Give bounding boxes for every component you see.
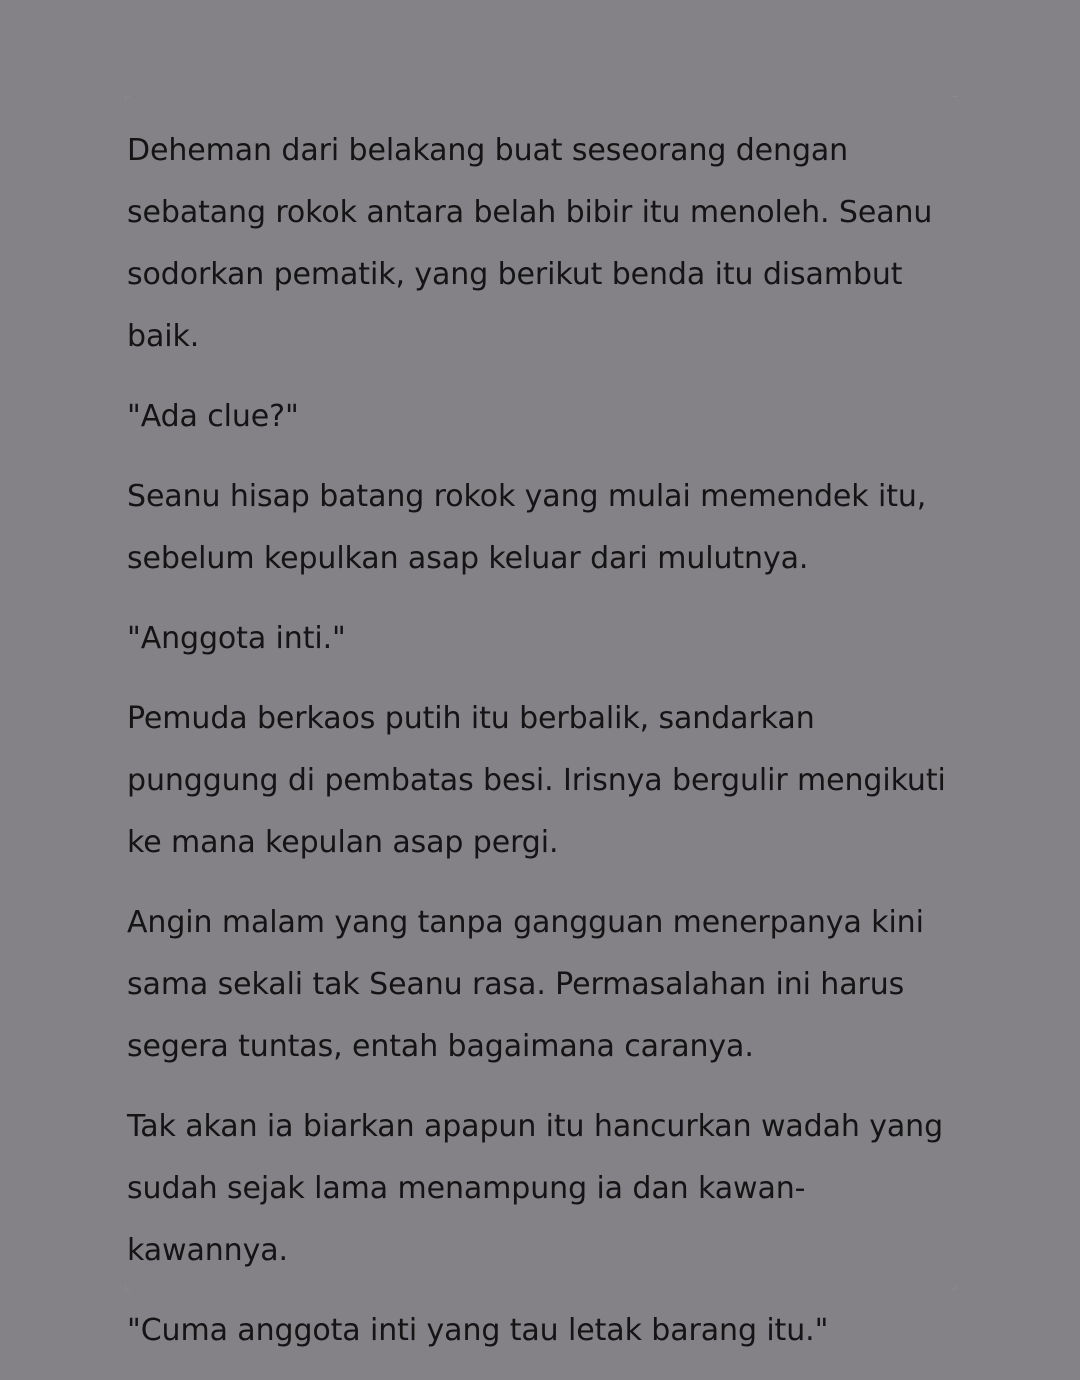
paragraph: Tak akan ia biarkan apapun itu hancurkan wadah yang sudah sejak lama menampung ia dan kawan-kawannya.: [127, 1109, 944, 1268]
paragraph: Angin malam yang tanpa gangguan menerpanya kini sama sekali tak Seanu rasa. Permasalahan ini harus segera tuntas, entah bagaimana caranya.: [127, 905, 924, 1064]
paragraph: "Ada clue?": [127, 399, 299, 434]
paragraph: "Anggota inti.": [127, 621, 346, 656]
page-corner-marker: [952, 96, 957, 101]
paragraph: Seanu hisap batang rokok yang mulai memendek itu, sebelum kepulkan asap keluar dari mulutnya.: [127, 479, 927, 576]
paragraph: Pemuda berkaos putih itu berbalik, sandarkan punggung di pembatas besi. Irisnya bergulir mengikuti ke mana kepulan asap pergi.: [127, 701, 946, 860]
paragraph: "Cuma anggota inti yang tau letak barang itu.": [127, 1313, 829, 1348]
paragraph: Deheman dari belakang buat seseorang dengan sebatang rokok antara belah bibir itu menoleh. Seanu sodorkan pematik, yang berikut benda itu disambut baik.: [127, 133, 933, 354]
story-text: [127, 120, 955, 1380]
reading-page: [127, 98, 955, 1348]
page-corner-marker: [125, 96, 130, 101]
